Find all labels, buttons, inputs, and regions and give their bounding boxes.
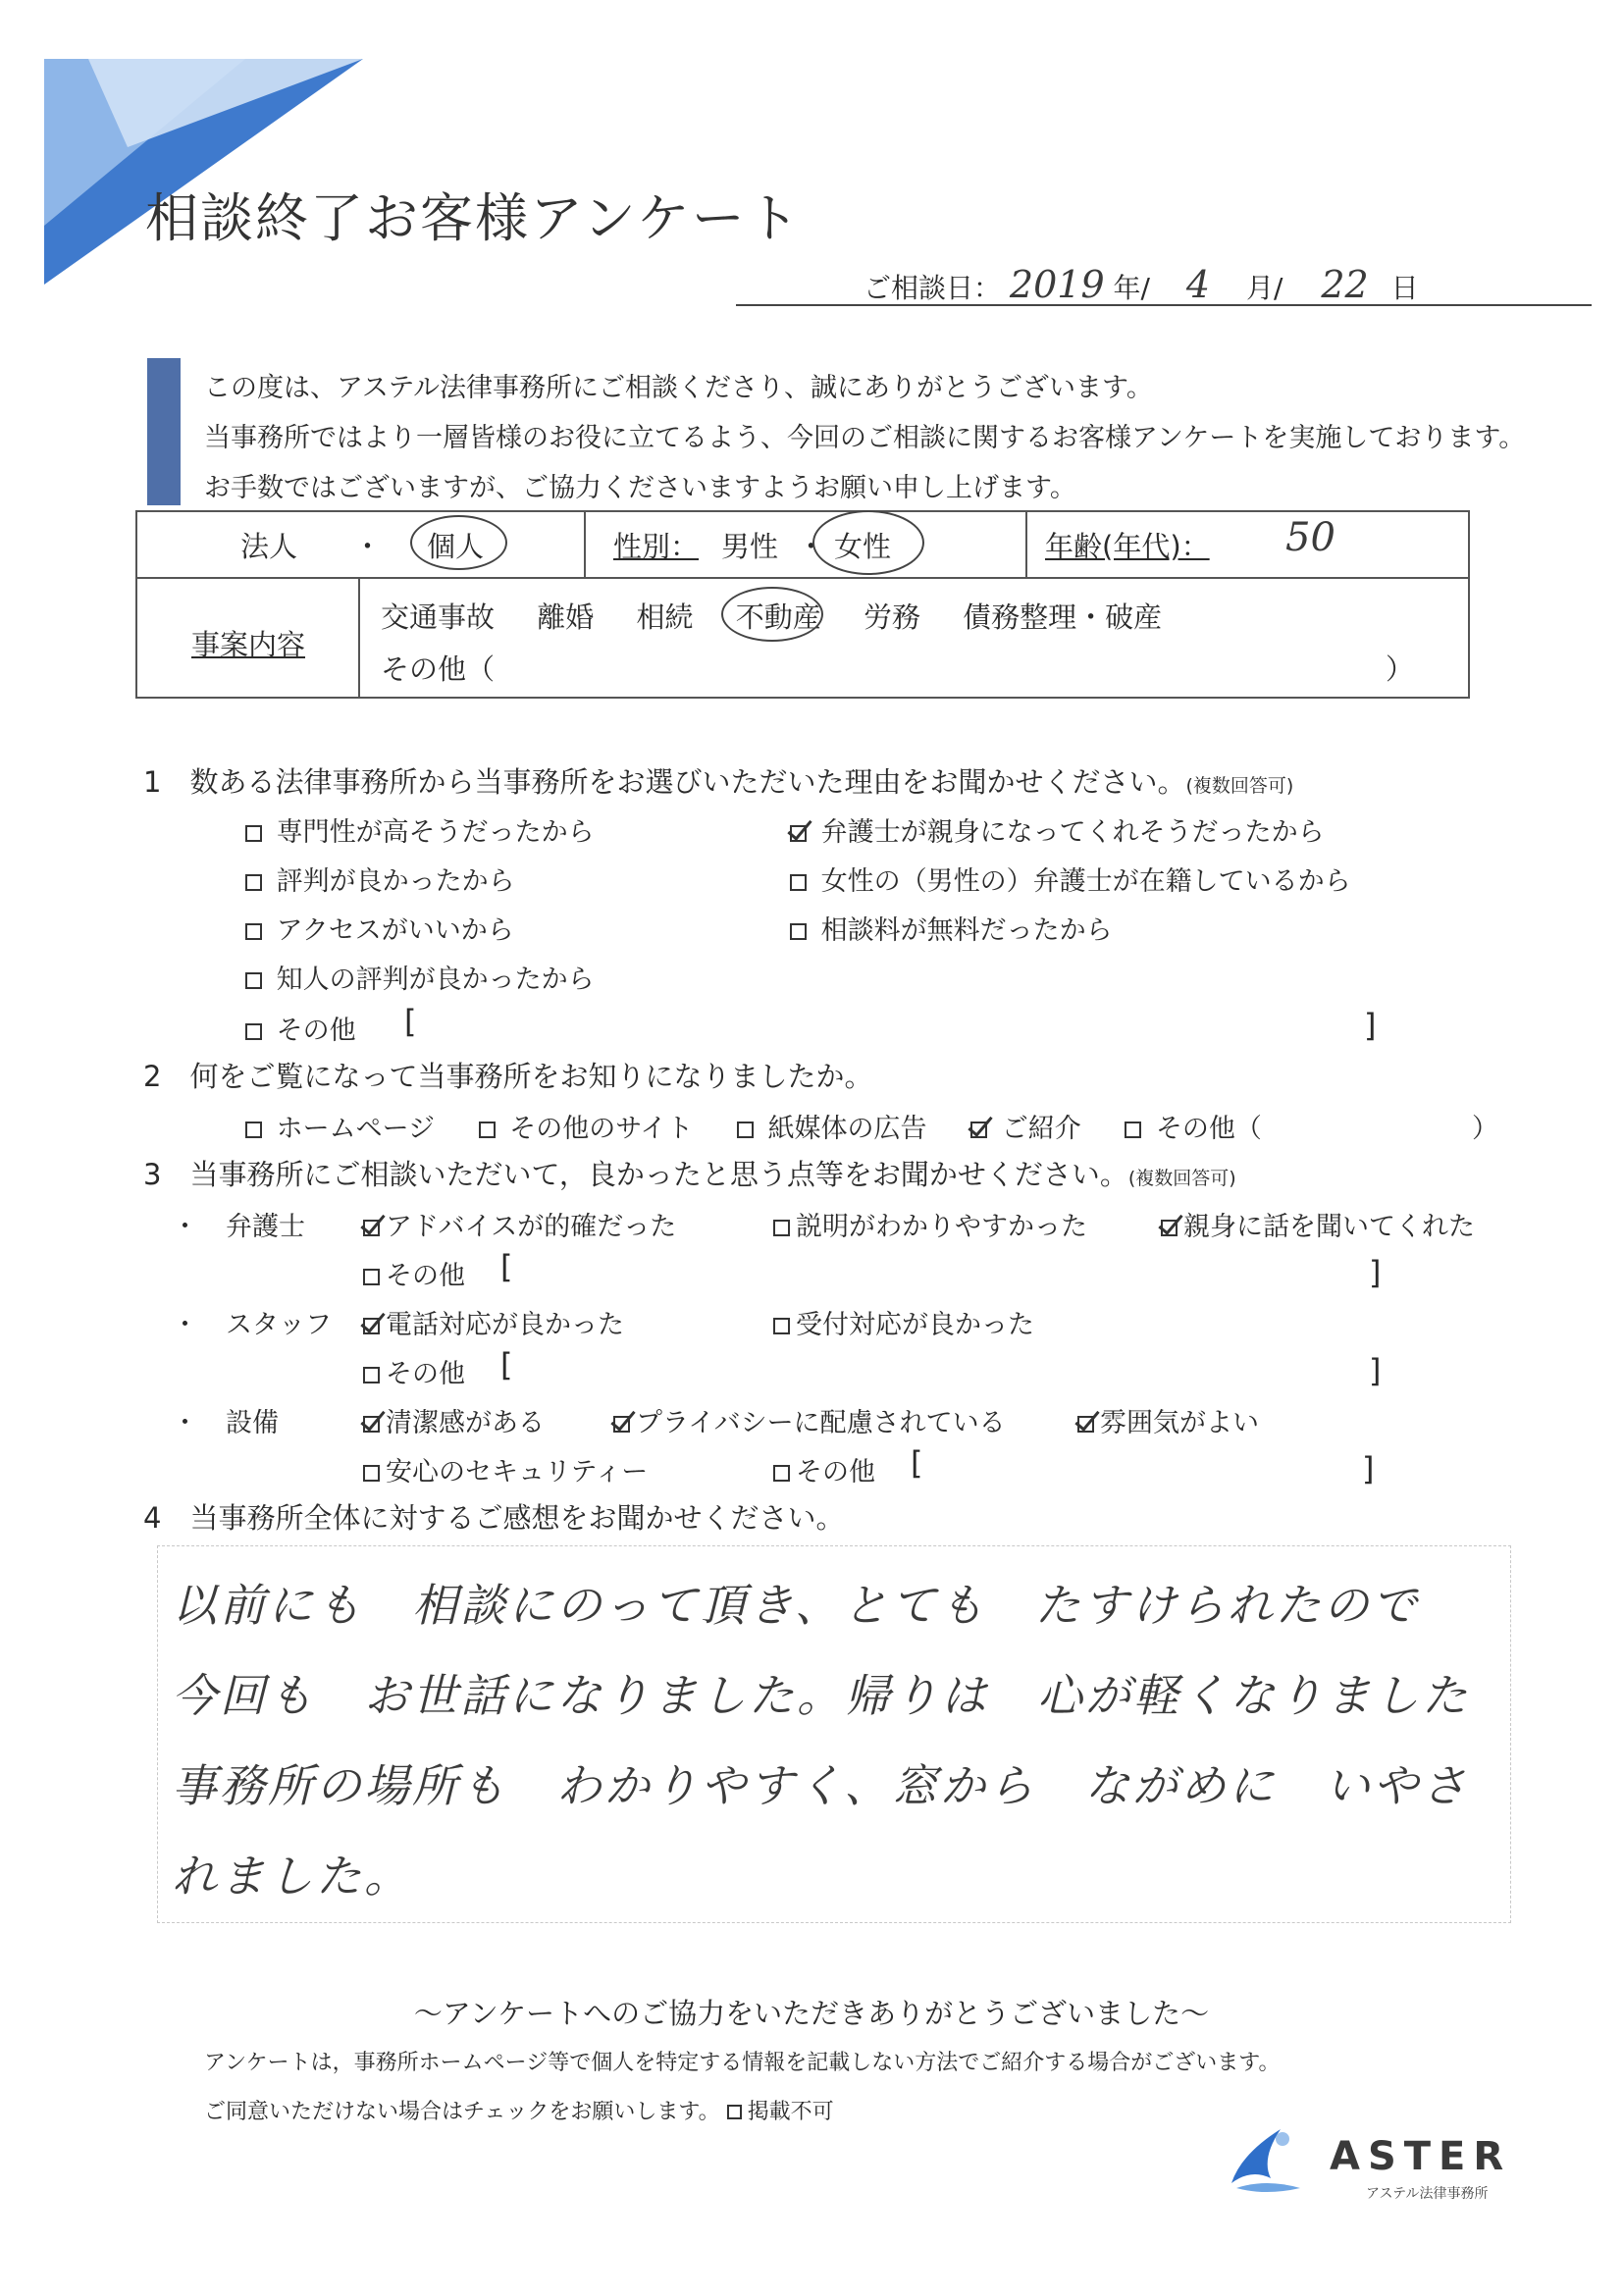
intro-line-2: 当事務所ではより一層皆様のお役に立てるよう、今回のご相談に関するお客様アンケートを実施しております。	[204, 423, 1526, 453]
q3-staff-bracket-close: ]	[1369, 1352, 1382, 1389]
q3-bullet-facility: ・	[172, 1408, 198, 1438]
q1-opt-reputation[interactable]	[245, 860, 515, 898]
date-month-unit: 月/	[1245, 272, 1283, 304]
option-label: プライバシーに配慮されている	[636, 1408, 1006, 1438]
checkbox[interactable]	[790, 874, 807, 891]
case-traffic[interactable]: 交通事故	[381, 600, 496, 634]
q3-staff-label: スタッフ	[226, 1310, 332, 1340]
date-day: 22	[1321, 263, 1369, 306]
q3-facility-other[interactable]	[773, 1450, 875, 1488]
logo-name: ASTER	[1330, 2134, 1512, 2179]
q1-opt-other[interactable]	[245, 1009, 356, 1047]
q2-close: ）	[1472, 1114, 1498, 1144]
option-label: 評判が良かったから	[276, 866, 515, 897]
date-year: 2019	[1009, 263, 1105, 306]
q3-lawyer-bracket-close: ]	[1369, 1254, 1382, 1291]
q1-opt-free[interactable]	[790, 909, 1113, 947]
option-label: その他	[386, 1261, 465, 1291]
consult-date	[864, 263, 1419, 306]
q2-question: 2 何をご覧になって当事務所をお知りになりましたか。	[143, 1060, 873, 1093]
male-option[interactable]: 男性	[721, 530, 779, 563]
checkbox-checked[interactable]	[613, 1416, 630, 1433]
q3-lawyer-listen[interactable]	[1161, 1205, 1475, 1243]
checkbox[interactable]	[245, 1122, 262, 1138]
checkbox-checked[interactable]	[1077, 1416, 1094, 1433]
q1-opt-acquaintance[interactable]	[245, 958, 595, 996]
option-label: 紙媒体の広告	[767, 1114, 927, 1144]
answer-line-3: 事務所の場所も わかりやすく、窓から ながめに いやさ	[172, 1759, 1470, 1812]
page-title: 相談終了お客様アンケート	[145, 187, 802, 249]
checkbox[interactable]	[245, 1023, 262, 1040]
option-label: アクセスがいいから	[276, 915, 514, 946]
q3-bullet-lawyer: ・	[172, 1212, 198, 1242]
q2-options	[245, 1107, 1262, 1145]
q3-note: (複数回答可)	[1127, 1168, 1236, 1189]
q4-answer	[172, 1560, 1470, 1921]
q3-facility-security[interactable]	[363, 1450, 648, 1488]
age-label: 年齢(年代)：	[1045, 530, 1210, 563]
option-label: 受付対応が良かった	[796, 1310, 1034, 1340]
q3-facility-atmosphere[interactable]	[1077, 1401, 1259, 1439]
option-label: その他（	[1155, 1114, 1262, 1144]
checkbox[interactable]	[363, 1367, 380, 1383]
age-value: 50	[1285, 515, 1335, 560]
q1-bracket-close: ]	[1364, 1007, 1377, 1044]
case-debt[interactable]: 債務整理・破産	[963, 600, 1163, 634]
checkbox[interactable]	[479, 1122, 496, 1138]
answer-line-1: 以前にも 相談にのって頂き、とても たすけられたので	[172, 1579, 1420, 1632]
answer-line-2: 今回も お世話になりました。帰りは 心が軽くなりました	[172, 1669, 1470, 1722]
checkbox[interactable]	[245, 825, 262, 842]
checkbox[interactable]	[245, 972, 262, 989]
q2-opt-referral[interactable]	[970, 1114, 1081, 1144]
case-other-label: その他（	[381, 652, 496, 686]
date-month: 4	[1185, 263, 1211, 306]
intro-line-3: お手数ではございますが、ご協力くださいますようお願い申し上げます。	[204, 473, 1076, 503]
q3-bullet-staff: ・	[172, 1310, 198, 1340]
q1-opt-access[interactable]	[245, 909, 514, 947]
q3-staff-other[interactable]	[363, 1352, 465, 1390]
option-label: その他	[796, 1457, 875, 1487]
q1-note: (複数回答可)	[1185, 775, 1294, 797]
footer-note-2	[204, 2095, 834, 2125]
checkbox[interactable]	[1125, 1122, 1141, 1138]
intro-text	[204, 363, 1525, 513]
logo-subtitle: アステル法律事務所	[1366, 2186, 1489, 2202]
no-publish-label: 掲載不可	[747, 2100, 834, 2124]
profile-col-divider-2	[1025, 510, 1027, 577]
option-label: 雰囲気がよい	[1100, 1408, 1259, 1438]
profile-row-divider	[135, 577, 1470, 579]
q3-question	[143, 1153, 1236, 1193]
q4-question: 4 当事務所全体に対するご感想をお聞かせください。	[143, 1501, 845, 1535]
option-label: 説明がわかりやすかった	[796, 1212, 1087, 1242]
q3-facility-bracket-open: [	[911, 1444, 923, 1482]
q3-lawyer-other[interactable]	[363, 1254, 465, 1292]
date-underline	[736, 304, 1592, 306]
no-publish-checkbox[interactable]	[727, 2105, 742, 2119]
q1-opt-expertise[interactable]	[245, 810, 595, 849]
checkbox[interactable]	[363, 1269, 380, 1285]
checkbox[interactable]	[790, 923, 807, 940]
profile-dot-2: ・	[797, 530, 826, 563]
q3-staff-reception[interactable]	[773, 1303, 1034, 1341]
case-label: 事案内容	[191, 628, 306, 661]
case-col-divider	[358, 577, 360, 699]
option-label: ホームページ	[276, 1114, 436, 1144]
profile-col-divider-1	[584, 510, 586, 577]
q3-lawyer-bracket-open: [	[500, 1248, 513, 1285]
date-year-unit: 年/	[1113, 272, 1150, 304]
real-estate-circle	[721, 587, 823, 642]
option-label: 相談料が無料だったから	[820, 915, 1113, 946]
q3-facility-privacy[interactable]	[613, 1401, 1006, 1439]
checkbox-checked[interactable]	[790, 825, 807, 842]
option-label: 電話対応が良かった	[386, 1310, 624, 1340]
q3-lawyer-label: 弁護士	[226, 1212, 305, 1242]
aster-logo-icon	[1222, 2119, 1310, 2198]
q1-text: 1 数ある法律事務所から当事務所をお選びいただいた理由をお聞かせください。	[143, 765, 1186, 799]
option-label: 清潔感がある	[386, 1408, 545, 1438]
q2-opt-print[interactable]	[737, 1114, 927, 1144]
option-label: 弁護士が親身になってくれそうだったから	[820, 817, 1325, 848]
answer-line-4: れました。	[172, 1850, 412, 1903]
intro-bar	[147, 358, 181, 505]
checkbox[interactable]	[773, 1220, 790, 1236]
footer-note-1: アンケートは，事務所ホームページ等で個人を特定する情報を記載しない方法でご紹介する場合がございます。	[204, 2051, 1281, 2075]
option-label: ご紹介	[1001, 1114, 1081, 1144]
profile-dot-1: ・	[353, 530, 383, 563]
consent-note: ご同意いただけない場合はチェックをお願いします。	[204, 2100, 720, 2124]
checkbox[interactable]	[737, 1122, 754, 1138]
female-circle	[812, 510, 924, 575]
checkbox[interactable]	[773, 1318, 790, 1334]
q3-facility-label: 設備	[226, 1408, 279, 1438]
q1-opt-caring-lawyer[interactable]	[790, 810, 1325, 849]
checkbox[interactable]	[245, 923, 262, 940]
q2-opt-other-site[interactable]	[479, 1114, 694, 1144]
option-label: その他	[276, 1016, 356, 1046]
case-other-close: ）	[1386, 652, 1415, 686]
option-label: その他	[386, 1359, 465, 1389]
q3-facility-clean[interactable]	[363, 1401, 545, 1439]
checkbox-checked[interactable]	[363, 1416, 380, 1433]
q1-question	[143, 760, 1293, 801]
q3-facility-bracket-close: ]	[1362, 1450, 1375, 1487]
footer-thanks: 〜アンケートへのご協力をいただきありがとうございました〜	[413, 1997, 1210, 2030]
case-divorce[interactable]: 離婚	[537, 600, 595, 634]
q3-staff-bracket-open: [	[500, 1346, 513, 1383]
option-label: 専門性が高そうだったから	[276, 817, 595, 848]
option-label: 女性の（男性の）弁護士が在籍しているから	[820, 866, 1351, 897]
option-label: 親身に話を聞いてくれた	[1183, 1212, 1475, 1242]
q3-lawyer-clear[interactable]	[773, 1205, 1087, 1243]
checkbox-checked[interactable]	[363, 1220, 380, 1236]
option-label: 安心のセキュリティー	[386, 1457, 649, 1487]
case-real-estate[interactable]: 不動産	[735, 600, 821, 634]
option-label: その他のサイト	[509, 1114, 694, 1144]
checkbox-checked[interactable]	[1161, 1220, 1178, 1236]
option-label: 知人の評判が良かったから	[276, 965, 595, 995]
case-inheritance[interactable]: 相続	[636, 600, 694, 634]
date-label: ご相談日：	[864, 272, 1002, 304]
checkbox-checked[interactable]	[363, 1318, 380, 1334]
checkbox[interactable]	[245, 874, 262, 891]
q3-lawyer-advice[interactable]	[363, 1205, 676, 1243]
individual-option[interactable]: 個人	[427, 530, 485, 563]
checkbox-checked[interactable]	[970, 1122, 987, 1138]
q1-bracket-open: [	[404, 1003, 417, 1040]
corp-option[interactable]: 法人	[240, 530, 298, 563]
individual-circle	[410, 515, 507, 570]
intro-line-1: この度は、アステル法律事務所にご相談くださり、誠にありがとうございます。	[204, 373, 1153, 403]
q1-opt-gender-lawyer[interactable]	[790, 860, 1351, 898]
q2-opt-homepage[interactable]	[245, 1114, 435, 1144]
q3-staff-phone[interactable]	[363, 1303, 624, 1341]
option-label: アドバイスが的確だった	[386, 1212, 677, 1242]
q2-opt-other[interactable]	[1125, 1114, 1262, 1144]
date-day-unit: 日	[1390, 272, 1419, 304]
case-labor[interactable]: 労務	[863, 600, 920, 634]
checkbox[interactable]	[363, 1465, 380, 1482]
checkbox[interactable]	[773, 1465, 790, 1482]
female-option[interactable]: 女性	[834, 530, 892, 563]
q3-text: 3 当事務所にご相談いただいて，良かったと思う点等をお聞かせください。	[143, 1158, 1128, 1191]
gender-label: 性別：	[613, 530, 700, 563]
